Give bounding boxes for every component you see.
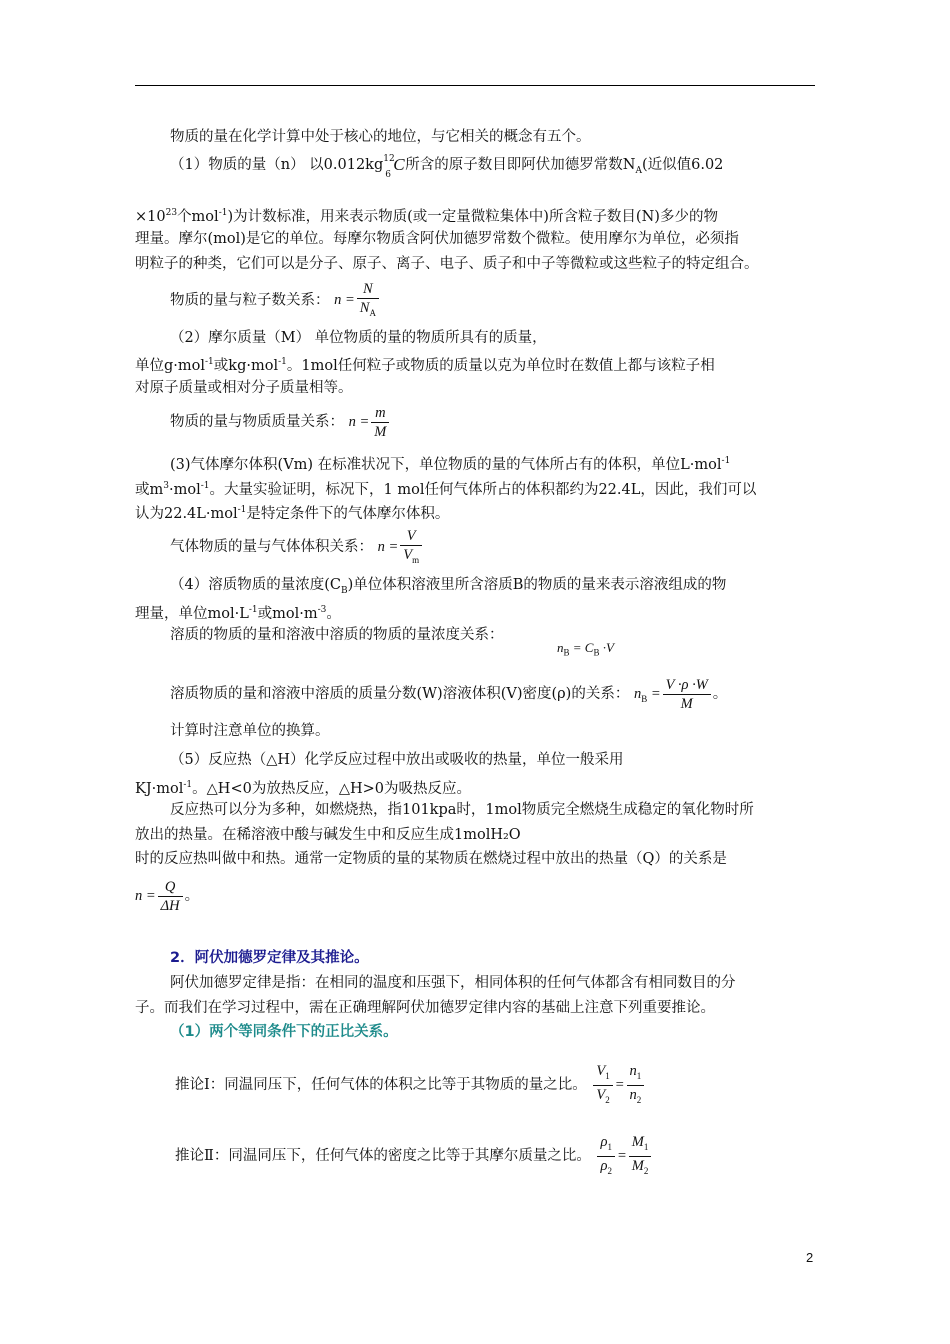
item5-line2: KJ·mol$^{-1}$。△H<0为放热反应，△H>0为吸热反应。 (135, 780, 471, 797)
formula-n-m-M: n = $\frac{m}{M}$ (349, 414, 392, 430)
formula-rho1rho2-M1M2: $\frac{\rho_1}{\rho_2}$ = $\frac{M_1}{M_2}$ (595, 1148, 653, 1164)
mass-relation: 物质的量与物质质量关系： n = $\frac{m}{M}$ (170, 402, 391, 442)
formula-nB-CB-V: $n_B = C_B \cdot V$ (557, 640, 614, 658)
item5-line4: 放出的热量。在稀溶液中酸与碱发生中和反应生成1molH₂O (135, 827, 521, 843)
mass-fraction-relation: 溶质物质的量和溶液中溶质的质量分数(W)溶液体积(V)密度(ρ)的关系： $n_B$ = $\frac{V \cdot\rho \cdot W}{M}$ 。 (170, 677, 728, 713)
avogadro-line2: 子。而我们在学习过程中，需在正确理解阿伏加德罗定律内容的基础上注意下列重要推论。 (135, 1000, 715, 1016)
formula-n-Q-dH: n = $\frac{Q}{\Delta H}$ (135, 888, 185, 904)
item1-line4: 明粒子的种类，它们可以是分子、原子、离子、电子、质子和中子等微粒或这些粒子的特定组合。 (135, 256, 759, 272)
item4-line3: 溶质的物质的量和溶液中溶质的物质的量浓度关系： (170, 627, 504, 643)
formula-V1V2-n1n2: $\frac{V_1}{V_2}$ = $\frac{n_1}{n_2}$ (591, 1077, 646, 1093)
unit-note: 计算时注意单位的换算。 (170, 723, 330, 739)
avogadro-line1: 阿伏加德罗定律是指：在相同的温度和压强下，相同体积的任何气体都含有相同数目的分 (170, 975, 736, 991)
volume-relation: 气体物质的量与气体体积关系： n = $\frac{V}{V_m}$ (170, 526, 424, 568)
item4-line2: 理量，单位$mol\cdot L^{-1}$或$mol\cdot m^{-3}$。 (135, 605, 341, 622)
subsection-heading-proportion: （1）两个等同条件下的正比关系。 (170, 1024, 398, 1040)
carbon-isotope: 12 6 C (383, 154, 405, 180)
particle-relation: 物质的量与粒子数关系： n = $\frac{N}{N_A}$ (170, 280, 381, 320)
item1-line3: 理量。摩尔(mol)是它的单位。每摩尔物质含阿伏加德罗常数个微粒。使用摩尔为单位，必须指 (135, 231, 739, 247)
item3-line3: 认为22.4L·mol$^{-1}$是特定条件下的气体摩尔体积。 (135, 505, 450, 522)
heat-relation: n = $\frac{Q}{\Delta H}$ 。 (135, 879, 200, 915)
item3-line1: (3)气体摩尔体积(Vm) 在标准状况下，单位物质的量的气体所占有的体积，单位L·mol$^{-1}$ (170, 456, 731, 473)
corollary-2: 推论Ⅱ：同温同压下，任何气体的密度之比等于其摩尔质量之比。 $\frac{\rho_1}{\rho_2}$ = $\frac{M_1}{M_2}$ (175, 1131, 653, 1181)
item2-line3: 对原子质量或相对分子质量相等。 (135, 380, 353, 396)
formula-nB-VpW-M: $n_B$ = $\frac{V \cdot\rho \cdot W}{M}$ (634, 686, 713, 702)
item5-line5: 时的反应热叫做中和热。通常一定物质的量的某物质在燃烧过程中放出的热量（Q）的关系是 (135, 851, 727, 867)
item1-line1: （1）物质的量（n） 以0.012kg 12 6 C 所含的原子数目即阿伏加德罗常数$N_A$(近似值6.02 (170, 154, 724, 180)
formula-n-V-Vm: n = $\frac{V}{V_m}$ (378, 539, 425, 555)
item3-line2: 或$m^3\cdot mol^{-1}$。大量实验证明，标况下，1 mol任何气体所占的体积都约为22.4L，因此，我们可以 (135, 481, 757, 498)
header-rule (135, 85, 815, 86)
item5-line3: 反应热可以分为多种，如燃烧热，指101kpa时，1mol物质完全燃烧生成稳定的氧化物时所 (170, 802, 754, 818)
page-number: 2 (806, 1250, 814, 1265)
intro-line: 物质的量在化学计算中处于核心的地位，与它相关的概念有五个。 (170, 129, 591, 145)
section-heading-avogadro: 2．阿伏加德罗定律及其推论。 (170, 950, 369, 966)
corollary-1: 推论Ⅰ：同温同压下，任何气体的体积之比等于其物质的量之比。 $\frac{V_1}{V_2}$ = $\frac{n_1}{n_2}$ (175, 1060, 646, 1110)
item2-line1: （2）摩尔质量（M） 单位物质的量的物质所具有的质量， (170, 330, 547, 346)
item1-line2: $\times 10^{23}$个mol$^{-1}$)为计数标准，用来表示物质(或一定量微粒集体中)所含粒子数目(N)多少的物 (135, 208, 718, 225)
item5-line1: （5）反应热（△H）化学反应过程中放出或吸收的热量，单位一般采用 (170, 752, 624, 768)
formula-n-N-NA: n = $\frac{N}{N_A}$ (334, 292, 381, 308)
item2-line2: 单位g·mol$^{-1}$或kg·mol$^{-1}$。1mol任何粒子或物质的质量以克为单位时在数值上都与该粒子相 (135, 357, 715, 374)
item4-line1: （4）溶质物质的量浓度$(C_B)$单位体积溶液里所含溶质B的物质的量来表示溶液组成的物 (170, 577, 727, 596)
